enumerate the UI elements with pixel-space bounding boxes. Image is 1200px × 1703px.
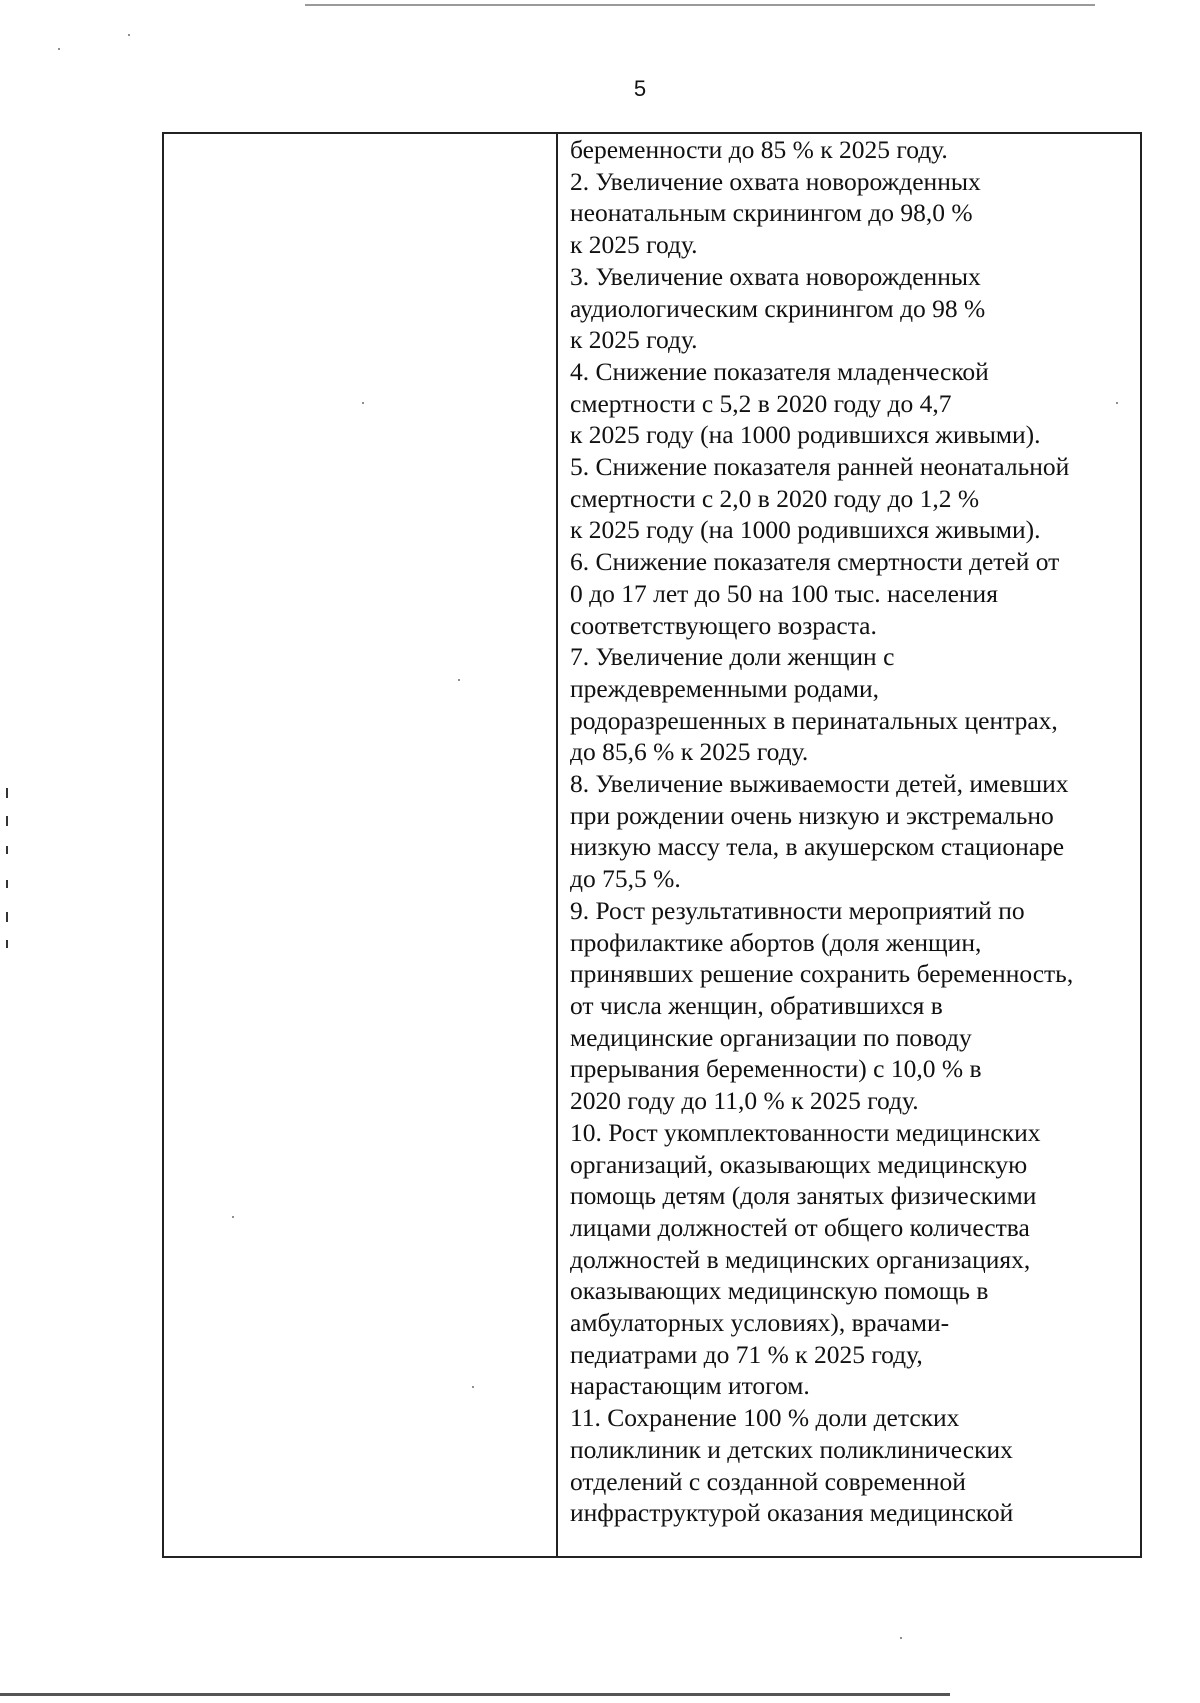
text-line: медицинские организации по поводу — [570, 1022, 972, 1052]
text-line: от числа женщин, обратившихся в — [570, 990, 943, 1020]
text-line: при рождении очень низкую и экстремально — [570, 800, 1054, 830]
text-line: 2020 году до 11,0 % к 2025 году. — [570, 1086, 919, 1116]
text-line: преждевременными родами, — [570, 673, 879, 703]
text-line: до 75,5 %. — [570, 864, 681, 894]
text-line: до 85,6 % к 2025 году. — [570, 737, 809, 767]
margin-scan-mark — [6, 788, 8, 798]
margin-scan-mark — [6, 816, 8, 826]
scan-speck — [232, 1216, 234, 1218]
text-line: помощь детям (доля занятых физическими — [570, 1181, 1037, 1211]
text-line: нарастающим итогом. — [570, 1371, 810, 1401]
text-line: должностей в медицинских организациях, — [570, 1244, 1031, 1274]
margin-scan-mark — [6, 912, 8, 922]
margin-scan-mark — [6, 846, 8, 854]
scan-speck — [362, 402, 364, 404]
text-line: 6. Снижение показателя смертности детей от — [570, 547, 1060, 577]
text-line: лицами должностей от общего количества — [570, 1212, 1030, 1242]
scan-speck — [1116, 402, 1118, 404]
text-line: педиатрами до 71 % к 2025 году, — [570, 1339, 923, 1369]
text-line: смертности с 5,2 в 2020 году до 4,7 — [570, 388, 952, 418]
text-line: аудиологическим скринингом до 98 % — [570, 293, 986, 323]
text-line: к 2025 году (на 1000 родившихся живыми). — [570, 515, 1041, 545]
text-line: низкую массу тела, в акушерском стационаре — [570, 832, 1065, 862]
scan-speck — [128, 34, 130, 36]
text-line: 4. Снижение показателя младенческой — [570, 356, 989, 386]
scan-speck — [58, 48, 60, 50]
bottom-scan-rule — [0, 1693, 950, 1696]
text-line: смертности с 2,0 в 2020 году до 1,2 % — [570, 483, 980, 513]
text-line: 7. Увеличение доли женщин с — [570, 642, 895, 672]
text-line: к 2025 году. — [570, 230, 698, 260]
text-line: 2. Увеличение охвата новорожденных — [570, 166, 981, 196]
text-line: оказывающих медицинскую помощь в — [570, 1276, 989, 1306]
text-line: родоразрешенных в перинатальных центрах, — [570, 705, 1058, 735]
table-right-cell — [570, 134, 1135, 1529]
text-line: 10. Рост укомплектованности медицинских — [570, 1117, 1041, 1147]
text-line: беременности до 85 % к 2025 году. — [570, 135, 948, 164]
text-line: соответствующего возраста. — [570, 610, 877, 640]
text-line: поликлиник и детских поликлинических — [570, 1434, 1013, 1464]
text-line: 3. Увеличение охвата новорожденных — [570, 261, 981, 291]
text-line: профилактике абортов (доля женщин, — [570, 927, 982, 957]
text-line: амбулаторных условиях), врачами- — [570, 1308, 950, 1338]
text-line: 0 до 17 лет до 50 на 100 тыс. населения — [570, 578, 998, 608]
scan-speck — [472, 1386, 474, 1388]
top-scan-rule — [305, 4, 1095, 6]
scan-speck — [900, 1637, 902, 1639]
text-line: к 2025 году. — [570, 325, 698, 355]
scan-speck — [458, 679, 460, 681]
margin-scan-mark — [6, 880, 8, 888]
text-line: 9. Рост результативности мероприятий по — [570, 895, 1025, 925]
text-line: прерывания беременности) с 10,0 % в — [570, 1054, 982, 1084]
text-line: неонатальным скринингом до 98,0 % — [570, 198, 973, 228]
column-divider — [556, 134, 558, 1556]
page-number: 5 — [633, 76, 647, 101]
text-line: организаций, оказывающих медицинскую — [570, 1149, 1028, 1179]
text-line: 8. Увеличение выживаемости детей, имевших — [570, 769, 1069, 799]
text-line: принявших решение сохранить беременность, — [570, 959, 1074, 989]
text-line: 5. Снижение показателя ранней неонатальной — [570, 452, 1070, 482]
margin-scan-mark — [6, 940, 8, 948]
document-table — [162, 132, 1142, 1558]
text-line: к 2025 году (на 1000 родившихся живыми). — [570, 420, 1041, 450]
text-line: 11. Сохранение 100 % доли детских — [570, 1403, 960, 1433]
text-line: инфраструктурой оказания медицинской — [570, 1498, 1014, 1528]
text-line: отделений с созданной современной — [570, 1466, 966, 1496]
